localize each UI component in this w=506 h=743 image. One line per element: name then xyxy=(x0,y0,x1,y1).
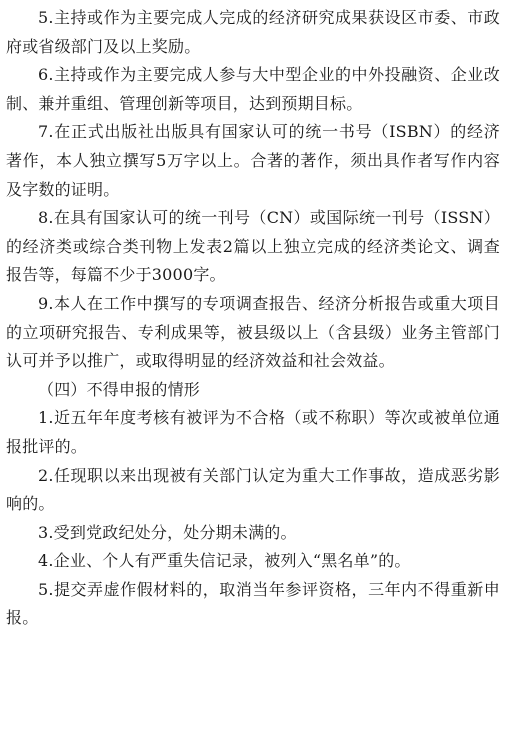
paragraph-item-6: 6.主持或作为主要完成人参与大中型企业的中外投融资、企业改制、兼并重组、管理创新等项目，达到预期目标。 xyxy=(6,65,500,113)
section-heading: （四）不得申报的情形 xyxy=(38,379,201,399)
restriction-item-1: 1.近五年年度考核有被评为不合格（或不称职）等次或被单位通报批评的。 xyxy=(6,408,500,456)
paragraph-item-9: 9.本人在工作中撰写的专项调查报告、经济分析报告或重大项目的立项研究报告、专利成果等，被县级以上（含县级）业务主管部门认可并予以推广，或取得明显的经济效益和社会效益。 xyxy=(6,293,500,371)
restriction-item-2: 2.任现职以来出现被有关部门认定为重大工作事故，造成恶劣影响的。 xyxy=(6,465,500,514)
paragraph-item-5: 5.主持或作为主要完成人完成的经济研究成果获设区市委、市政府或省级部门及以上奖励。 xyxy=(6,8,500,56)
restriction-item-3: 3.受到党政纪处分，处分期未满的。 xyxy=(38,522,297,542)
paragraph-item-8: 8.在具有国家认可的统一刊号（CN）或国际统一刊号（ISSN）的经济类或综合类刊物上发表2篇以上独立完成的经济类论文、调查报告等，每篇不少于3000字。 xyxy=(6,208,500,285)
paragraph-item-7: 7.在正式出版社出版具有国家认可的统一书号（ISBN）的经济著作，本人独立撰写5万字以上。合著的著作，须出具作者写作内容及字数的证明。 xyxy=(6,122,500,199)
restriction-item-5: 5.提交弄虚作假材料的，取消当年参评资格，三年内不得重新申报。 xyxy=(6,579,500,628)
restriction-item-4: 4.企业、个人有严重失信记录，被列入“黑名单”的。 xyxy=(38,551,411,571)
